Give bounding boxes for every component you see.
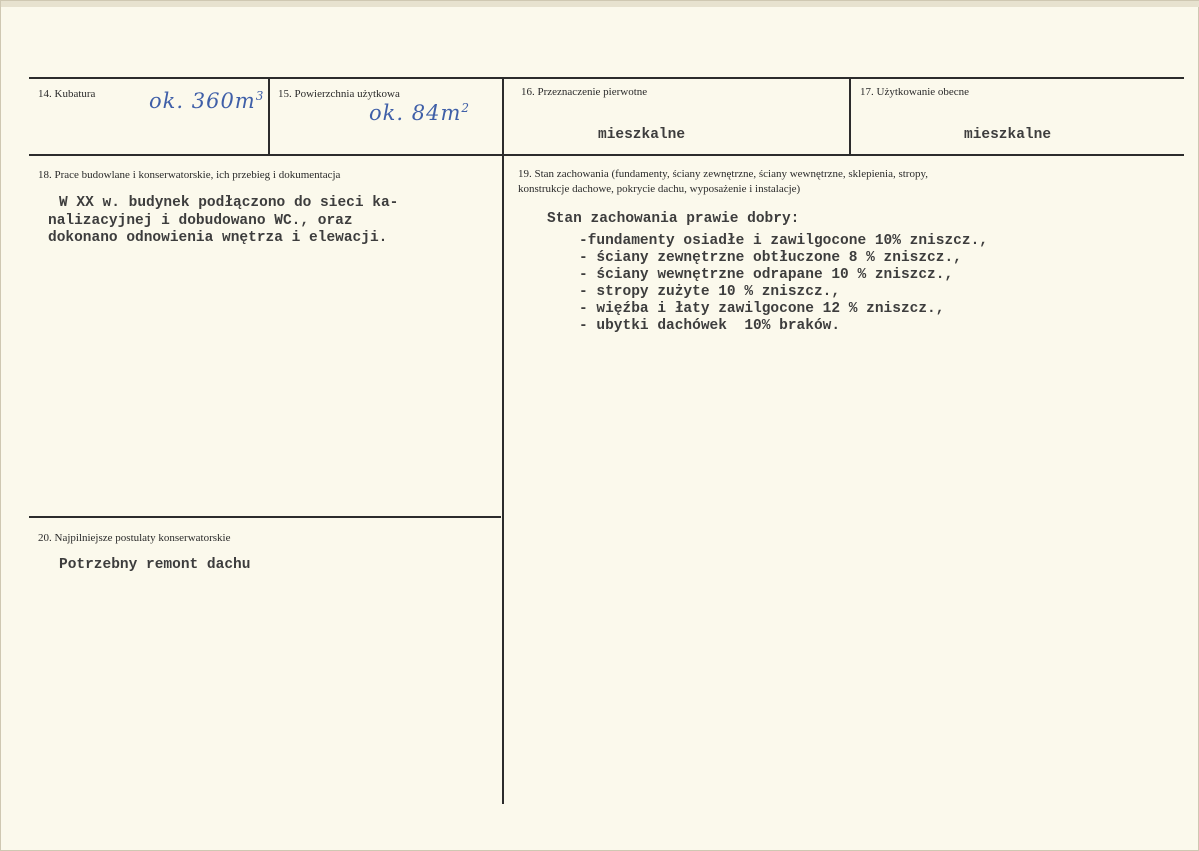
- field-16-value: mieszkalne: [598, 127, 686, 143]
- field-15-value: [369, 101, 470, 125]
- field-14-value-text: ok. 360m: [149, 89, 256, 113]
- field-18-line-1: W XX w. budynek podłączono do sieci ka-: [59, 195, 399, 211]
- col-divider-main: [502, 77, 504, 804]
- field-16-label: 16. Przeznaczenie pierwotne: [521, 86, 648, 98]
- section-20-divider: [29, 516, 501, 518]
- field-17-value: mieszkalne: [964, 127, 1052, 143]
- field-14-unit-exponent: 3: [255, 89, 265, 103]
- field-19-label-line-2: konstrukcje dachowe, pokrycie dachu, wyposażenie i instalacje): [518, 183, 801, 195]
- field-14-value: [149, 89, 264, 113]
- row-divider: [29, 154, 1184, 156]
- field-18-line-2: nalizacyjnej i dobudowano WC., oraz: [48, 213, 353, 229]
- field-15-unit-exponent: 2: [461, 101, 470, 115]
- condition-item: - ściany zewnętrzne obtłuczone 8 % zniszcz.,: [579, 250, 962, 266]
- condition-item: - stropy zużyte 10 % zniszcz.,: [579, 284, 841, 300]
- field-18-line-3: dokonano odnowienia wnętrza i elewacji.: [48, 230, 388, 246]
- field-19-label-line-1: 19. Stan zachowania (fundamenty, ściany zewnętrzne, ściany wewnętrzne, sklepienia, stropy,: [518, 168, 929, 180]
- field-15-value-text: ok. 84m: [369, 101, 462, 125]
- field-18-label: 18. Prace budowlane i konserwatorskie, ich przebieg i dokumentacja: [38, 169, 341, 181]
- condition-item: - ściany wewnętrzne odrapane 10 % zniszcz.,: [579, 267, 954, 283]
- field-17-label: 17. Użytkowanie obecne: [860, 86, 970, 98]
- field-19-heading: Stan zachowania prawie dobry:: [547, 211, 800, 227]
- condition-item: -fundamenty osiadłe i zawilgocone 10% zniszcz.,: [579, 233, 988, 249]
- field-14-label: 14. Kubatura: [38, 88, 96, 100]
- condition-list: [579, 233, 988, 335]
- col-divider-3: [849, 77, 851, 156]
- col-divider-1: [268, 77, 270, 156]
- card-edge: [1, 1, 1199, 7]
- field-20-label: 20. Najpilniejsze postulaty konserwatorskie: [38, 532, 231, 544]
- field-20-value: Potrzebny remont dachu: [59, 557, 251, 573]
- condition-item: - więźba i łaty zawilgocone 12 % zniszcz.,: [579, 301, 945, 317]
- field-15-label: 15. Powierzchnia użytkowa: [278, 88, 400, 100]
- top-rule: [29, 77, 1184, 79]
- condition-item: - ubytki dachówek 10% braków.: [579, 318, 841, 334]
